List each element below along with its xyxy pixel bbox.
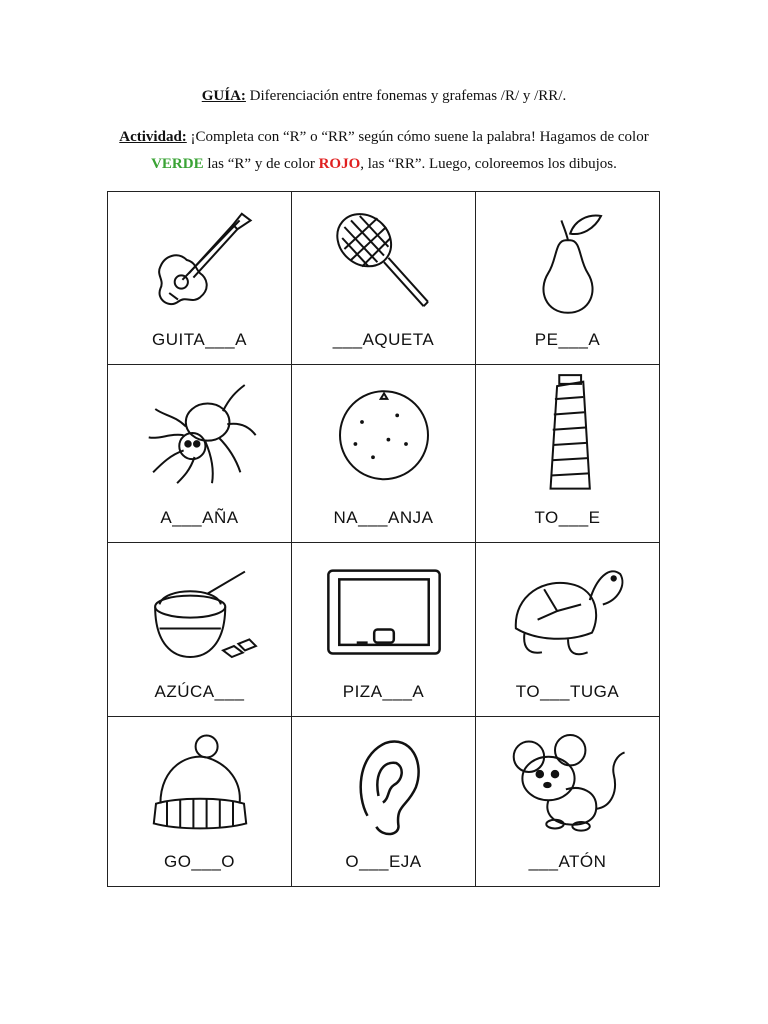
mouse-icon — [505, 730, 630, 840]
red-word: ROJO — [318, 156, 361, 172]
ear-icon — [334, 730, 434, 840]
title-text: Diferenciación entre fonemas y grafemas /R/ y /RR/. — [245, 88, 567, 104]
word-blank: PE___A — [534, 330, 601, 349]
card-beanie — [108, 717, 292, 887]
word-blank: TO___E — [534, 508, 601, 527]
card-guitar — [108, 192, 292, 365]
activity-instructions — [100, 124, 668, 178]
activity-label: Actividad: — [119, 129, 187, 145]
instructions-part-2: las “R” y de color — [203, 156, 319, 172]
beanie-icon — [145, 733, 255, 838]
title-label: GUÍA: — [201, 88, 246, 104]
word-blank: NA___ANJA — [333, 508, 434, 527]
word-blank: GUITA___A — [152, 330, 247, 349]
card-ear — [292, 717, 476, 887]
green-word: VERDE — [151, 156, 204, 172]
card-sugar — [108, 543, 292, 717]
worksheet-title — [0, 88, 768, 105]
card-racket — [292, 192, 476, 365]
pear-icon — [513, 205, 623, 315]
word-blank: A___AÑA — [160, 508, 239, 527]
guitar-icon — [145, 205, 255, 315]
word-blank: O___EJA — [345, 852, 422, 871]
card-turtle — [476, 543, 660, 717]
racket-icon — [329, 205, 439, 315]
sugar-bowl-icon — [142, 556, 257, 666]
instructions-part-3: , las “RR”. Luego, coloreemos los dibujos. — [360, 156, 617, 172]
word-blank: PIZA___A — [342, 682, 425, 701]
instructions-part-1: ¡Completa con “R” o “RR” según cómo suene la palabra! Hagamos de color — [186, 129, 649, 145]
card-spider — [108, 365, 292, 543]
word-blank: GO___O — [163, 852, 236, 871]
card-chalkboard — [292, 543, 476, 717]
turtle-icon — [505, 556, 630, 666]
spider-icon — [140, 378, 260, 488]
card-tower — [476, 365, 660, 543]
card-orange — [292, 365, 476, 543]
chalkboard-icon — [324, 561, 444, 661]
word-blank: AZÚCA___ — [154, 682, 245, 701]
tower-icon — [513, 373, 623, 493]
orange-icon — [329, 378, 439, 488]
card-mouse — [476, 717, 660, 887]
card-pear — [476, 192, 660, 365]
word-blank: ___AQUETA — [332, 330, 435, 349]
word-blank: TO___TUGA — [515, 682, 620, 701]
word-blank: ___ATÓN — [528, 852, 607, 871]
word-grid — [107, 191, 660, 887]
